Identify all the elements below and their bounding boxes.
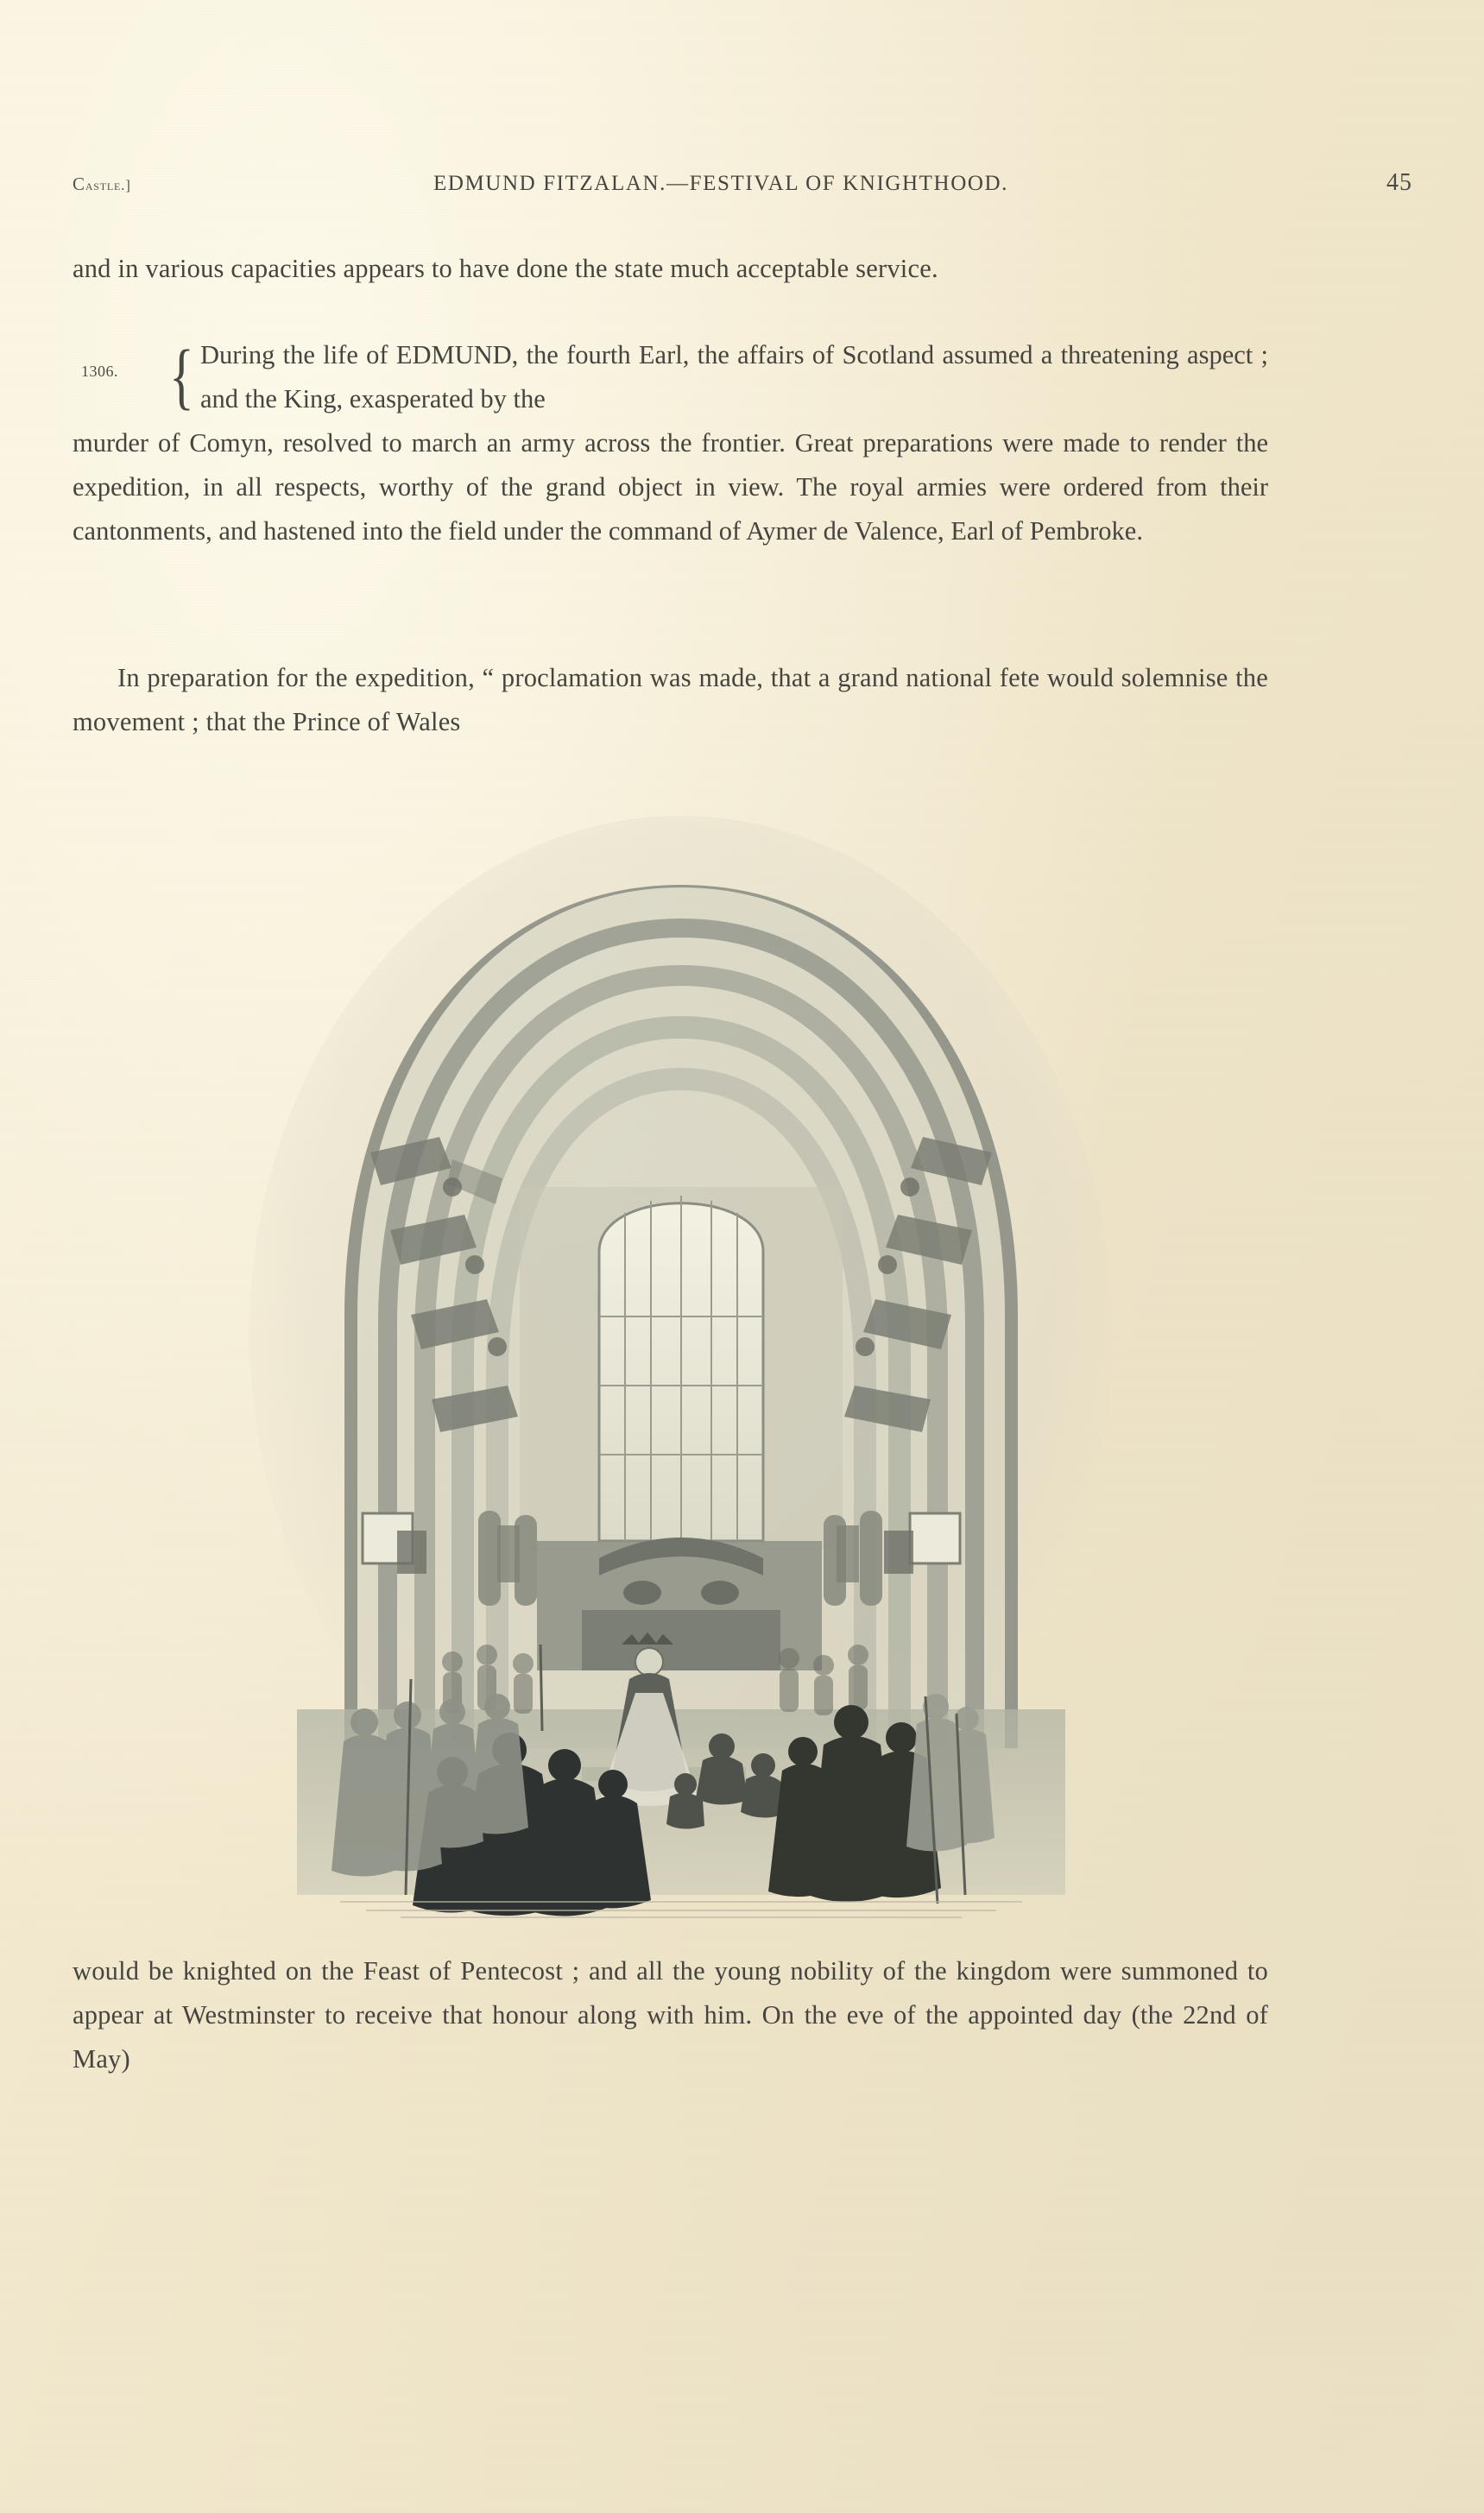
page-number: 45 xyxy=(1386,169,1412,196)
paragraph-two-braced: During the life of EDMUND, the fourth Earl, the affairs of Scotland assumed a threatening aspect ; and the King, exasperated by the xyxy=(200,340,1268,414)
margin-year: 1306. xyxy=(81,363,118,380)
great-window xyxy=(520,1187,843,1550)
side-note-initial: C xyxy=(73,174,85,194)
paragraph-one-text: and in various capacities appears to have done the state much acceptable service. xyxy=(73,254,938,283)
festival-of-knighthood-engraving xyxy=(193,781,1169,1929)
paragraph-three xyxy=(73,656,1268,744)
paragraph-four-text: would be knighted on the Feast of Pentecost ; and all the young nobility of the kingdom were summoned to appear at Westminster to receive that honour along with him. On the eve of the appointed day (the 22nd of May) xyxy=(73,1956,1268,2074)
paragraph-four xyxy=(73,1949,1268,2081)
paragraph-two-rest: murder of Comyn, resolved to march an army across the frontier. Great preparations were made to render the expedition, in all respects, worthy of the grand object in view. The royal armies were ordered from their cantonments, and hastened into the field under the command of Aymer de Valence, Earl of Pembroke. xyxy=(73,428,1268,546)
running-head xyxy=(73,169,1412,199)
engraving-svg xyxy=(193,781,1169,1929)
margin-brace: { xyxy=(169,334,194,417)
running-head-title: EDMUND FITZALAN.—FESTIVAL OF KNIGHTHOOD. xyxy=(433,172,1009,195)
paragraph-one xyxy=(73,247,1268,291)
side-note-rest: astle.] xyxy=(85,177,131,193)
paragraph-three-text: In preparation for the expedition, “ proclamation was made, that a grand national fete would solemnise the movement ; that the Prince of Wales xyxy=(73,663,1268,736)
page-content xyxy=(73,0,1412,2513)
dais-canopy xyxy=(537,1537,822,1670)
